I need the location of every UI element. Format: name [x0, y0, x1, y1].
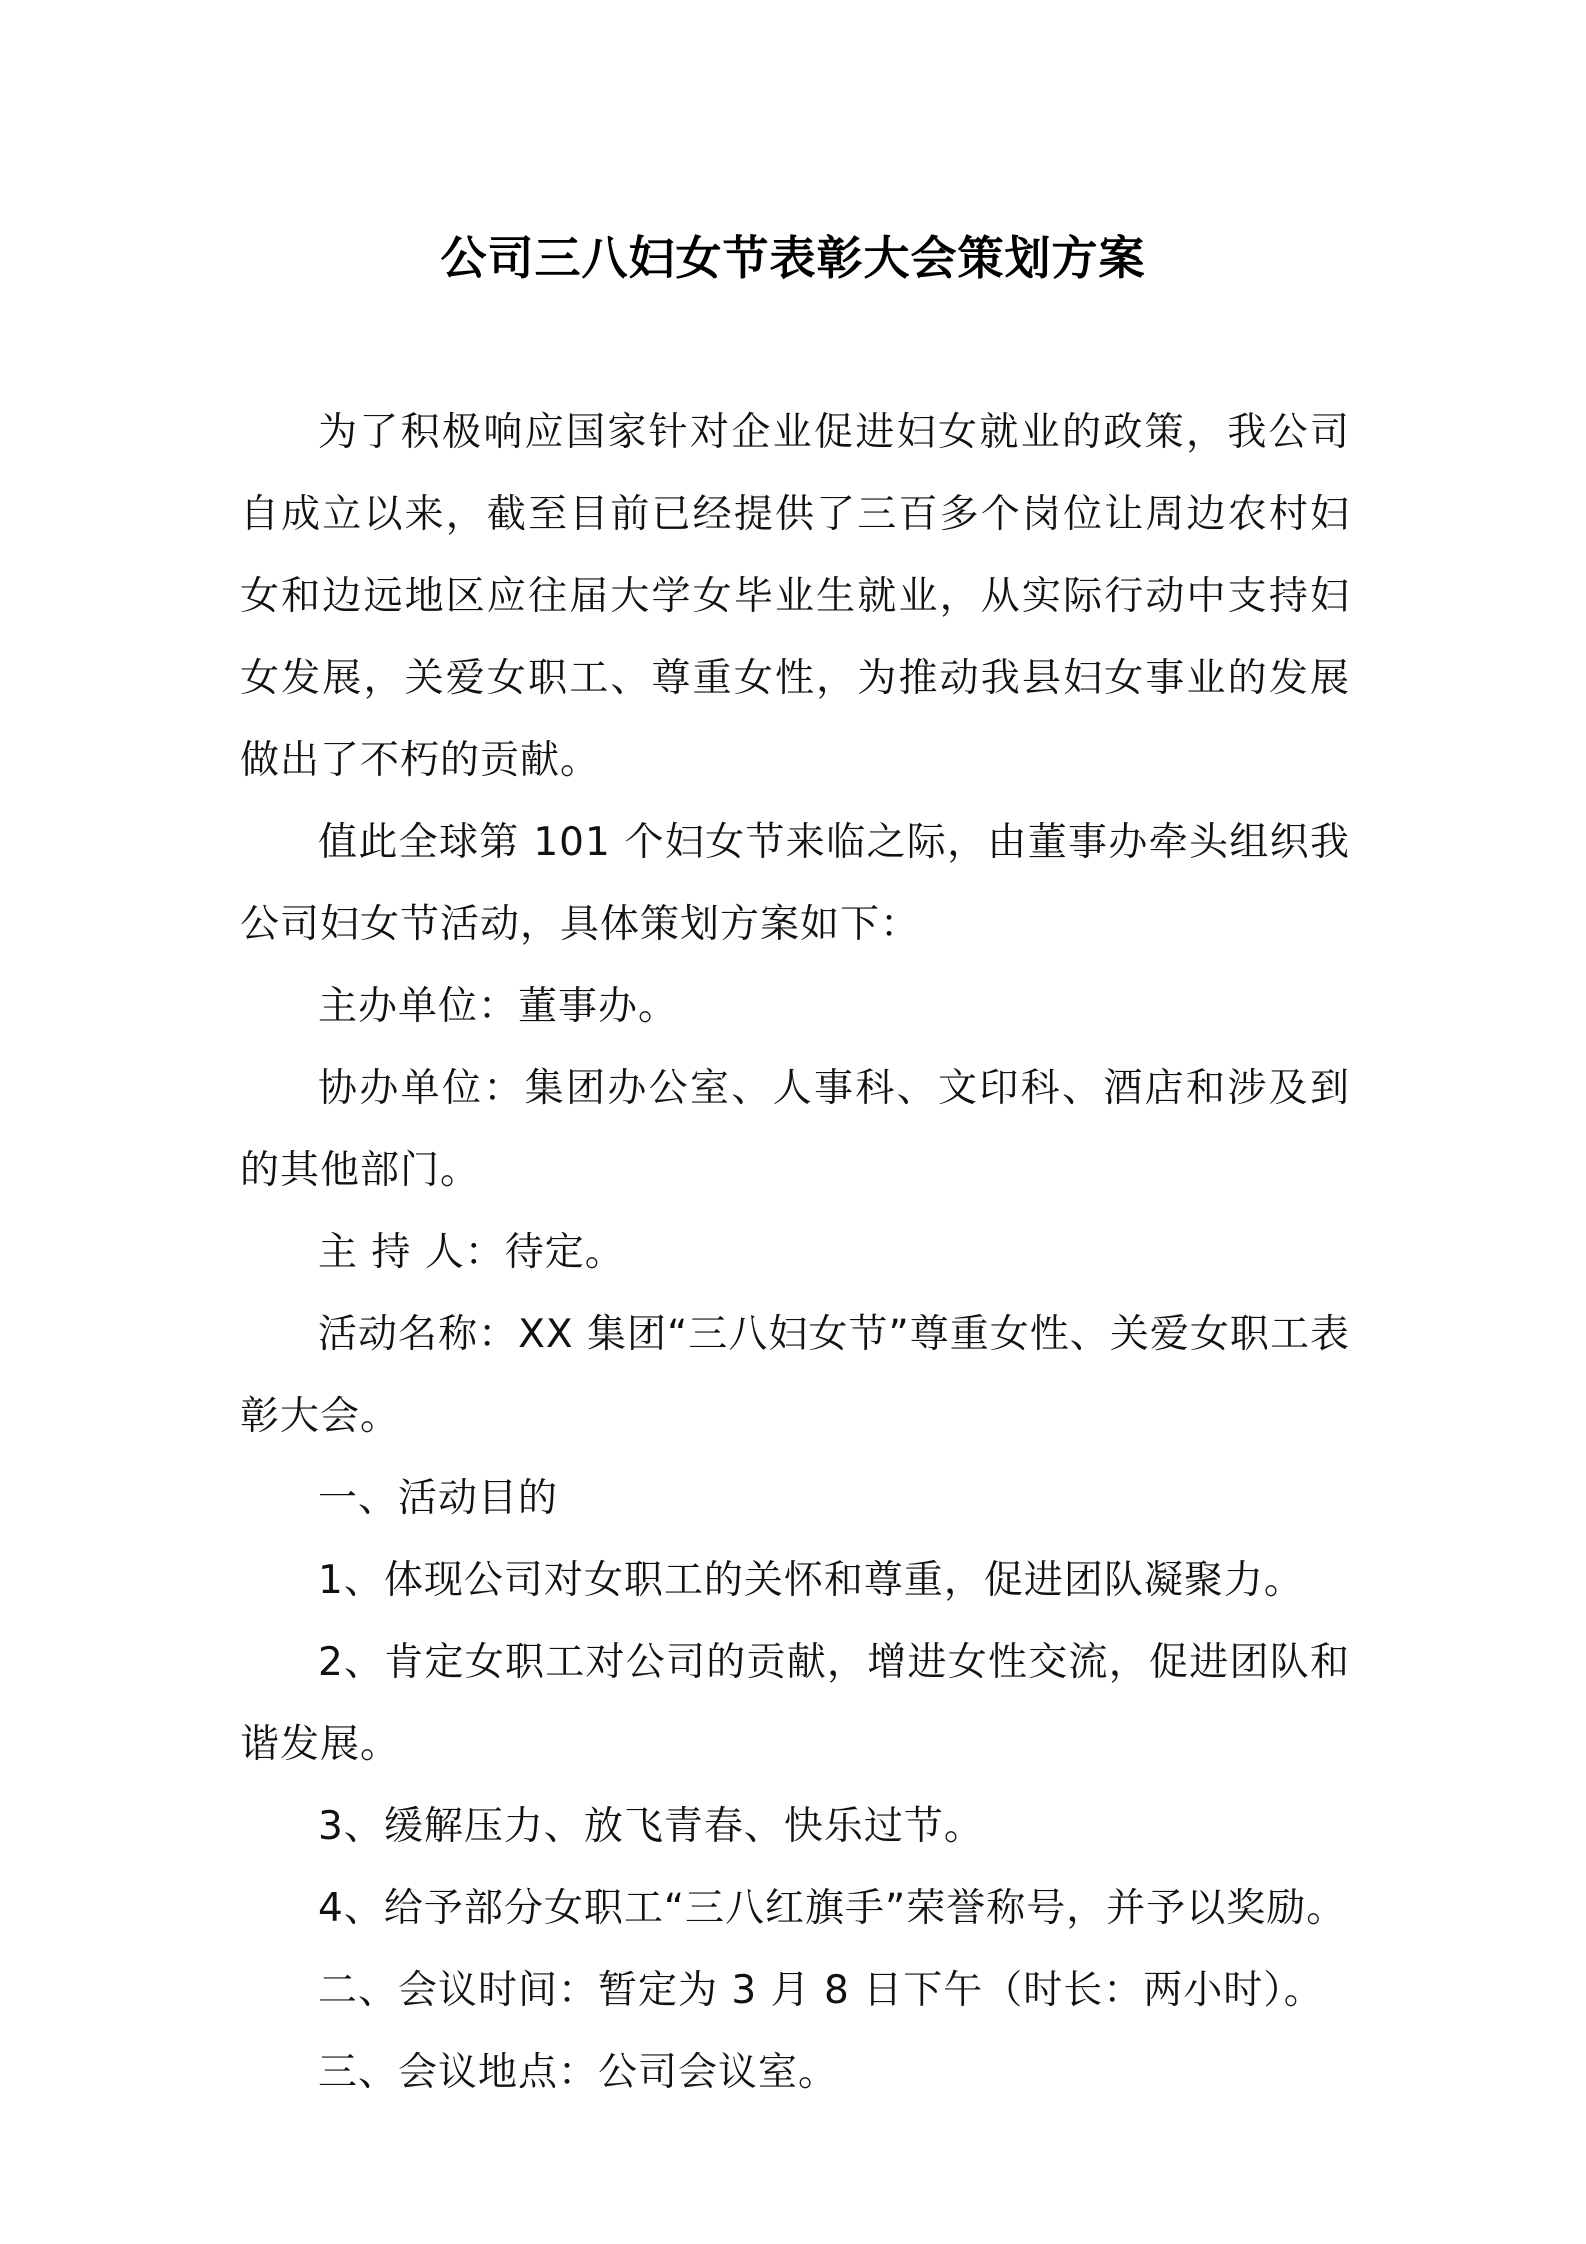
paragraph-intro: 为了积极响应国家针对企业促进妇女就业的政策，我公司自成立以来，截至目前已经提供了三百多个岗位让周边农村妇女和边远地区应往届大学女毕业生就业，从实际行动中支持妇女发展，关爱女职工、尊重女性，为推动我县妇女事业的发展做出了不朽的贡献。 — [240, 410, 1350, 783]
document-body — [240, 392, 1350, 2114]
paragraph-host: 主 持 人：待定。 — [318, 1230, 625, 1275]
purpose-item-4: 4、给予部分女职工“三八红旗手”荣誉称号，并予以奖励。 — [318, 1886, 1347, 1931]
paragraph-co-organizer: 协办单位：集团办公室、人事科、文印科、酒店和涉及到的其他部门。 — [240, 1066, 1350, 1193]
section-meeting-location: 三、会议地点：公司会议室。 — [318, 2050, 839, 2095]
purpose-item-1: 1、体现公司对女职工的关怀和尊重，促进团队凝聚力。 — [318, 1558, 1304, 1603]
paragraph-occasion: 值此全球第 101 个妇女节来临之际，由董事办牵头组织我公司妇女节活动，具体策划方案如下： — [240, 820, 1350, 947]
purpose-item-3: 3、缓解压力、放飞青春、快乐过节。 — [318, 1804, 984, 1849]
purpose-item-2: 2、肯定女职工对公司的贡献，增进女性交流，促进团队和谐发展。 — [240, 1640, 1350, 1767]
paragraph-organizer: 主办单位：董事办。 — [318, 984, 679, 1029]
section-heading-purpose: 一、活动目的 — [318, 1476, 559, 1521]
section-meeting-time: 二、会议时间：暂定为 3 月 8 日下午（时长：两小时）。 — [318, 1968, 1324, 2013]
paragraph-event-name: 活动名称：XX 集团“三八妇女节”尊重女性、关爱女职工表彰大会。 — [240, 1312, 1350, 1439]
document-title: 公司三八妇女节表彰大会策划方案 — [440, 231, 1146, 285]
